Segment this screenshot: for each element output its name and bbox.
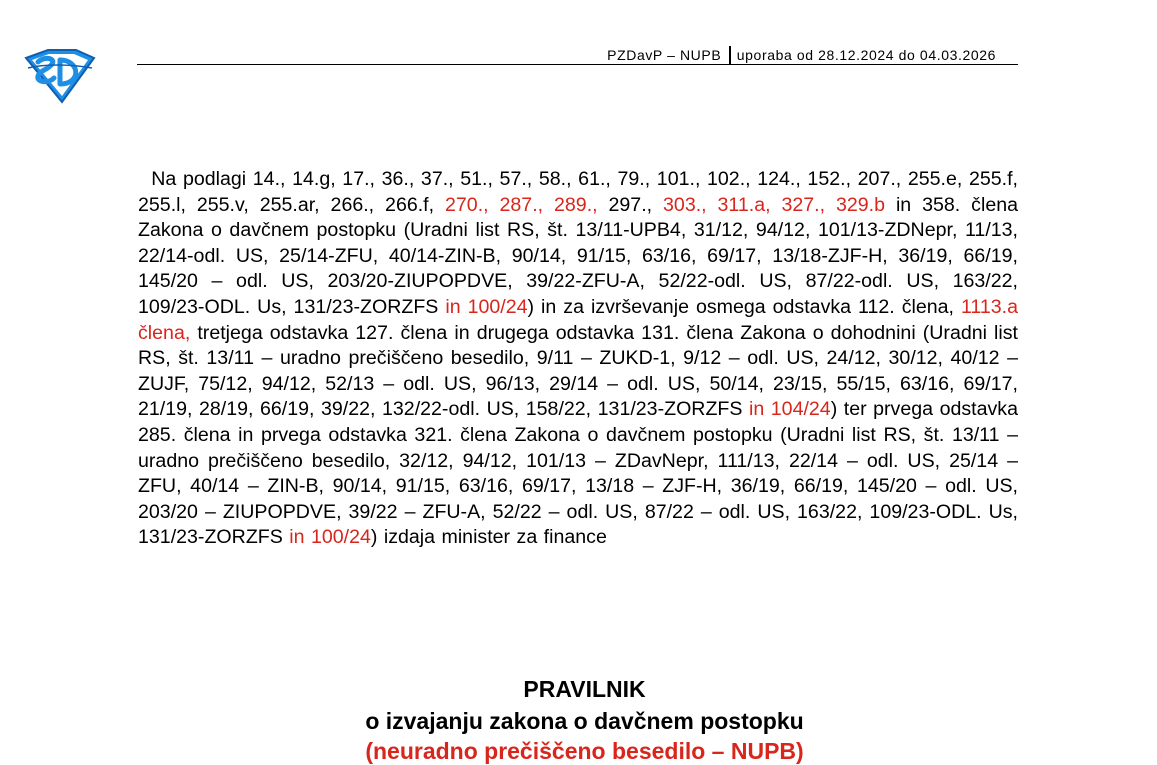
document-subtitle: o izvajanju zakona o davčnem postopku	[365, 708, 804, 734]
preamble-paragraph	[138, 167, 1018, 551]
header-text	[607, 45, 996, 64]
amendment-reference: in 100/24	[445, 295, 528, 318]
preamble-text: Na podlagi 14., 14.g, 17., 36., 37., 51., 57., 58., 61., 79., 101., 102., 124., 152., 207., 255.e, 255.f, 255.l, 255.v, 255.ar, 266., 266.f,	[138, 168, 1018, 216]
amendment-reference: 303., 311.a, 327., 329.b	[663, 193, 886, 216]
preamble-text: in 358. člena Zakona o davčnem postopku (Uradni list RS, št. 13/11-UPB4, 31/12, 94/12, 101/13-ZDNepr, 11/13, 22/14-odl. US, 25/14-ZFU, 40/14-ZIN-B, 90/14, 91/15, 63/16, 69/17, 13/18-ZJF-H, 36/19, 66/19, 145/20 – odl. US, 203/20-ZIUPOPDVE, 39/22-ZFU-A, 52/22-odl. US, 87/22-odl. US, 163/22, 109/23-ODL. Us, 131/23-ZORZFS	[138, 193, 1019, 318]
document-title: PRAVILNIK	[523, 676, 646, 702]
preamble-text: 297.,	[597, 193, 664, 216]
document-note: (neuradno prečiščeno besedilo – NUPB)	[365, 738, 804, 764]
page-header	[137, 44, 1018, 65]
amendment-reference: 1113.a člena,	[138, 295, 1019, 344]
sd-logo-icon	[22, 48, 96, 104]
header-separator	[729, 46, 731, 65]
preamble-text: ) izdaja minister za finance	[370, 526, 607, 549]
usage-period: uporaba od 28.12.2024 do 04.03.2026	[736, 46, 996, 63]
preamble-text: ) ter prvega odstavka 285. člena in prvega odstavka 321. člena Zakona o davčnem postopku (Uradni list RS, št. 13/11 – uradno prečiščeno besedilo, 32/12, 94/12, 101/13 – ZDavNepr, 111/13, 22/14 – odl. US, 25/14 – ZFU, 40/14 – ZIN-B, 90/14, 91/15, 63/16, 69/17, 13/18 – ZJF-H, 36/19, 66/19, 145/20 – odl. US, 203/20 – ZIUPOPDVE, 39/22 – ZFU-A, 52/22 – odl. US, 87/22 – odl. US, 163/22, 109/23-ODL. Us, 131/23-ZORZFS	[138, 398, 1018, 549]
amendment-reference: in 104/24	[749, 398, 831, 421]
preamble-text: tretjega odstavka 127. člena in drugega odstavka 131. člena Zakona o dohodnini (Uradni list RS, št. 13/11 – uradno prečiščeno besedilo, 9/11 – ZUKD-1, 9/12 – odl. US, 24/12, 30/12, 40/12 – ZUJF, 75/12, 94/12, 52/13 – odl. US, 96/13, 29/14 – odl. US, 50/14, 23/15, 55/15, 63/16, 69/17, 21/19, 28/19, 66/19, 39/22, 132/22-odl. US, 158/22, 131/23-ZORZFS	[138, 321, 1018, 421]
preamble-text: ) in za izvrševanje osmega odstavka 112. člena,	[527, 295, 961, 318]
doc-code: PZDavP – NUPB	[607, 46, 722, 63]
amendment-reference: 270., 287., 289.,	[445, 193, 598, 216]
amendment-reference: in 100/24	[289, 526, 371, 549]
